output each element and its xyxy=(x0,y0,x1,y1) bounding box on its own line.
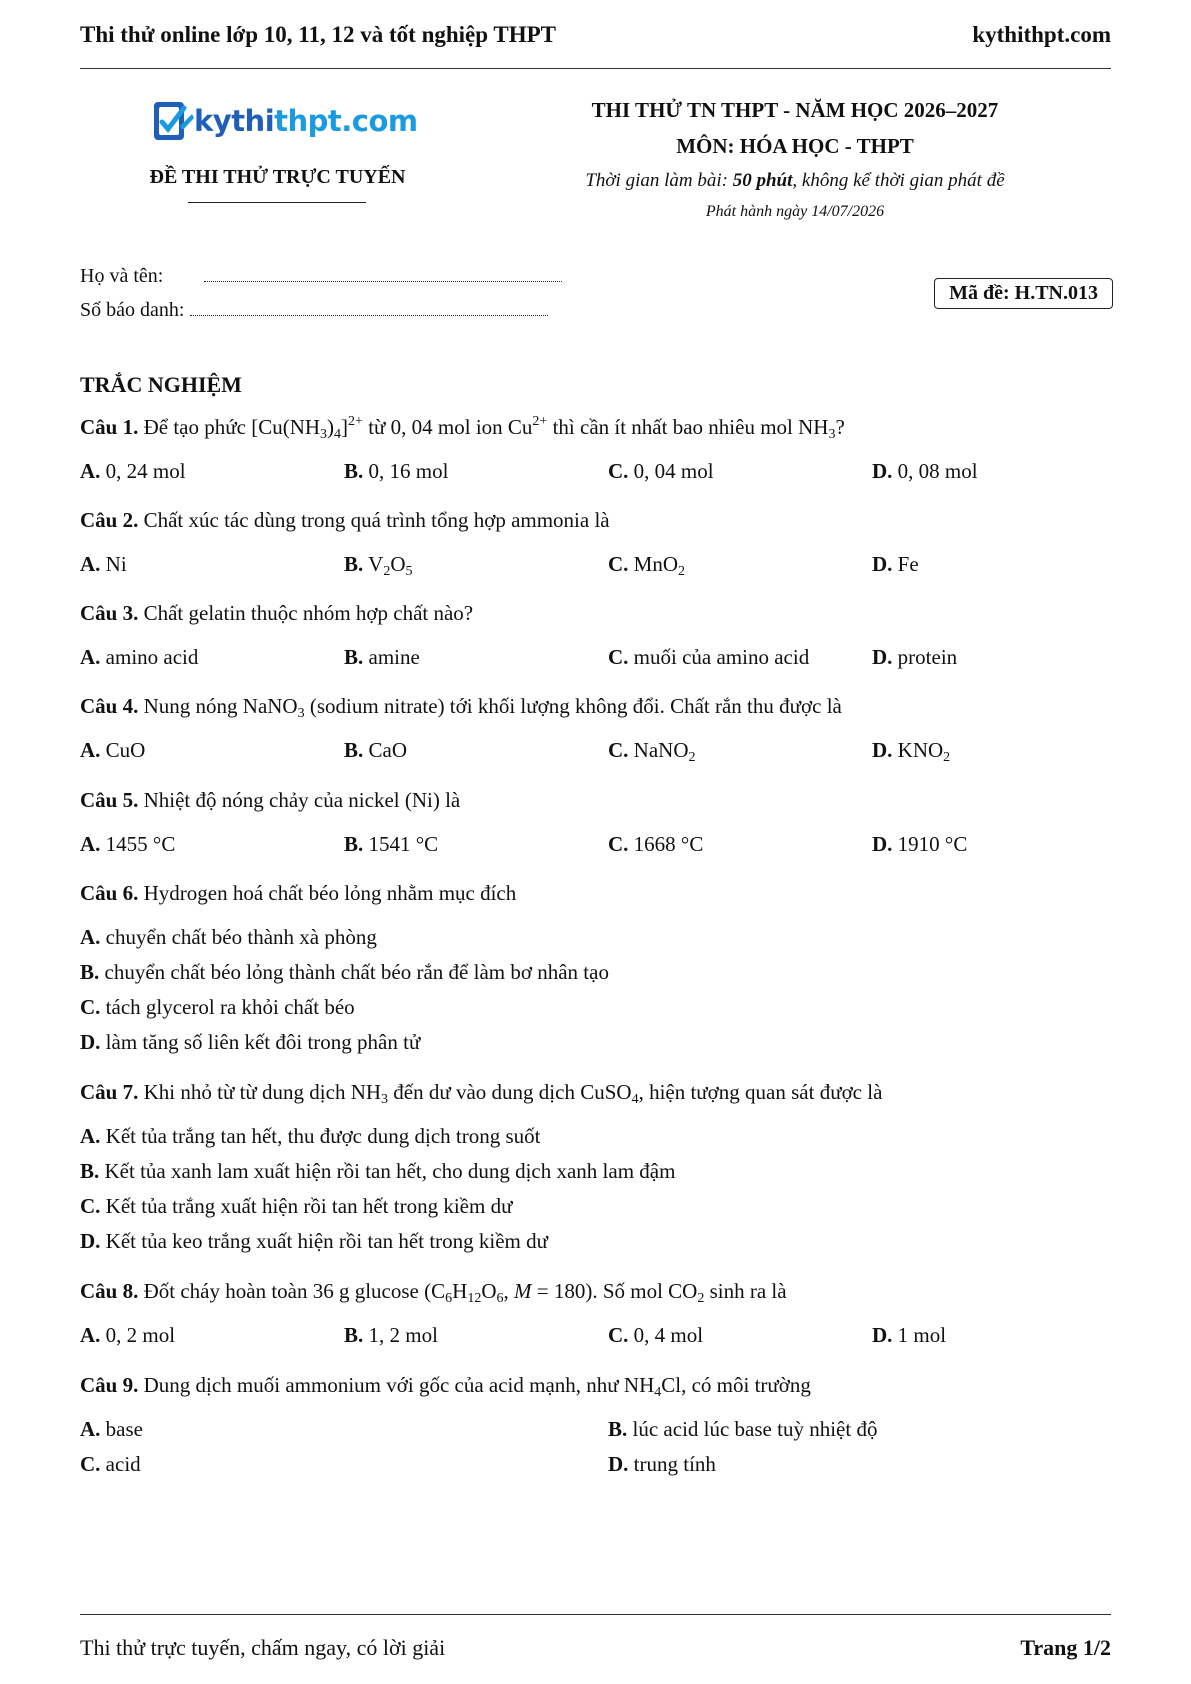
q5-option-b[interactable]: B. 1541 °C xyxy=(344,832,439,856)
q7-option-c[interactable]: C. Kết tủa trắng xuất hiện rồi tan hết trong kiềm dư xyxy=(80,1194,513,1218)
question-1: Câu 1. Để tạo phức $[Cu(NH_3)_4]^{2+}$ từ 0, 04 mol ion $Cu^{2+}$ thì cần ít nhất bao nhiêu mol $NH_3$? xyxy=(80,414,845,442)
exam-duration: Thời gian làm bài: 50 phút, không kể thời gian phát đề xyxy=(585,170,1005,191)
logo xyxy=(150,98,418,158)
site-domain[interactable]: kythithpt.com xyxy=(972,22,1111,47)
q1-option-a[interactable]: A. 0, 24 mol xyxy=(80,459,186,483)
site-tagline: Thi thử online lớp 10, 11, 12 và tốt nghiệp THPT xyxy=(80,22,556,47)
q9-option-c[interactable]: C. acid xyxy=(80,1452,141,1476)
q2-option-c[interactable]: C. MnO$_2$ xyxy=(608,552,686,579)
q6-option-d[interactable]: D. làm tăng số liên kết đôi trong phân tử xyxy=(80,1030,421,1054)
q3-option-a[interactable]: A. amino acid xyxy=(80,645,199,669)
question-5: Câu 5. Nhiệt độ nóng chảy của nickel (Ni) là xyxy=(80,788,461,812)
q3-option-c[interactable]: C. muối của amino acid xyxy=(608,645,810,669)
q7-option-d[interactable]: D. Kết tủa keo trắng xuất hiện rồi tan hết trong kiềm dư xyxy=(80,1229,549,1253)
q4-option-b[interactable]: B. CaO xyxy=(344,738,408,762)
subtitle-underline xyxy=(188,202,366,203)
q2-option-a[interactable]: A. Ni xyxy=(80,552,127,576)
question-2: Câu 2. Chất xúc tác dùng trong quá trình tổng hợp ammonia là xyxy=(80,508,610,532)
exam-subject: MÔN: HÓA HỌC - THPT xyxy=(676,134,914,158)
q4-option-c[interactable]: C. NaNO$_2$ xyxy=(608,738,696,765)
q8-option-b[interactable]: B. 1, 2 mol xyxy=(344,1323,438,1347)
q5-option-c[interactable]: C. 1668 °C xyxy=(608,832,704,856)
question-4: Câu 4. Nung nóng NaNO$_3$ (sodium nitrate) tới khối lượng không đổi. Chất rắn thu được là xyxy=(80,694,842,721)
exam-code-badge: Mã đề: H.TN.013 xyxy=(934,278,1113,309)
footer-tagline: Thi thử trực tuyến, chấm ngay, có lời giải xyxy=(80,1635,446,1660)
q2-option-d[interactable]: D. Fe xyxy=(872,552,919,576)
header-divider xyxy=(80,68,1111,69)
q5-option-a[interactable]: A. 1455 °C xyxy=(80,832,176,856)
q6-option-c[interactable]: C. tách glycerol ra khỏi chất béo xyxy=(80,995,355,1019)
question-6: Câu 6. Hydrogen hoá chất béo lỏng nhằm mục đích xyxy=(80,881,517,905)
q1-option-b[interactable]: B. 0, 16 mol xyxy=(344,459,449,483)
logo-text-primary: kythi xyxy=(194,104,275,138)
release-date: Phát hành ngày 14/07/2026 xyxy=(705,203,885,220)
footer-divider xyxy=(80,1614,1111,1615)
logo-icon xyxy=(150,98,196,146)
q3-option-d[interactable]: D. protein xyxy=(872,645,958,669)
q9-option-b[interactable]: B. lúc acid lúc base tuỳ nhiệt độ xyxy=(608,1417,878,1441)
exam-title: THI THỬ TN THPT - NĂM HỌC 2026–2027 xyxy=(591,98,999,122)
q3-option-b[interactable]: B. amine xyxy=(344,645,420,669)
q8-option-d[interactable]: D. 1 mol xyxy=(872,1323,947,1347)
q6-option-b[interactable]: B. chuyển chất béo lỏng thành chất béo rắn để làm bơ nhân tạo xyxy=(80,960,609,984)
q8-option-c[interactable]: C. 0, 4 mol xyxy=(608,1323,704,1347)
q9-option-d[interactable]: D. trung tính xyxy=(608,1452,716,1476)
q4-option-d[interactable]: D. $KNO_2$ xyxy=(872,738,951,765)
q8-option-a[interactable]: A. 0, 2 mol xyxy=(80,1323,176,1347)
question-8: Câu 8. Đốt cháy hoàn toàn 36 g glucose ($C_6H_{12}O_6$, M = 180). Số mol $CO_2$ sinh ra là xyxy=(80,1279,787,1306)
student-id-field[interactable]: Số báo danh: xyxy=(80,299,548,322)
q6-option-a[interactable]: A. chuyển chất béo thành xà phòng xyxy=(80,925,377,949)
q5-option-d[interactable]: D. 1910 °C xyxy=(872,832,968,856)
exam-type-subtitle: ĐỀ THI THỬ TRỰC TUYẾN xyxy=(149,166,406,188)
question-3: Câu 3. Chất gelatin thuộc nhóm hợp chất nào? xyxy=(80,601,474,625)
q2-option-b[interactable]: B. $V_2O_5$ xyxy=(344,552,413,579)
q4-option-a[interactable]: A. CuO xyxy=(80,738,146,762)
page-number: Trang 1/2 xyxy=(1020,1635,1111,1660)
q9-option-a[interactable]: A. base xyxy=(80,1417,143,1441)
section-heading: TRẮC NGHIỆM xyxy=(80,372,242,397)
logo-text-secondary: thpt.com xyxy=(274,104,418,138)
q1-option-d[interactable]: D. 0, 08 mol xyxy=(872,459,978,483)
question-9: Câu 9. Dung dịch muối ammonium với gốc của acid mạnh, như $NH_4Cl$, có môi trường xyxy=(80,1373,811,1400)
q7-option-a[interactable]: A. Kết tủa trắng tan hết, thu được dung dịch trong suốt xyxy=(80,1124,541,1148)
q7-option-b[interactable]: B. Kết tủa xanh lam xuất hiện rồi tan hết, cho dung dịch xanh lam đậm xyxy=(80,1159,676,1183)
q1-option-c[interactable]: C. 0, 04 mol xyxy=(608,459,714,483)
question-7: Câu 7. Khi nhỏ từ từ dung dịch $NH_3$ đến dư vào dung dịch CuSO$_4$, hiện tượng quan sát được là xyxy=(80,1080,883,1107)
name-field[interactable]: Họ và tên: xyxy=(80,265,562,288)
